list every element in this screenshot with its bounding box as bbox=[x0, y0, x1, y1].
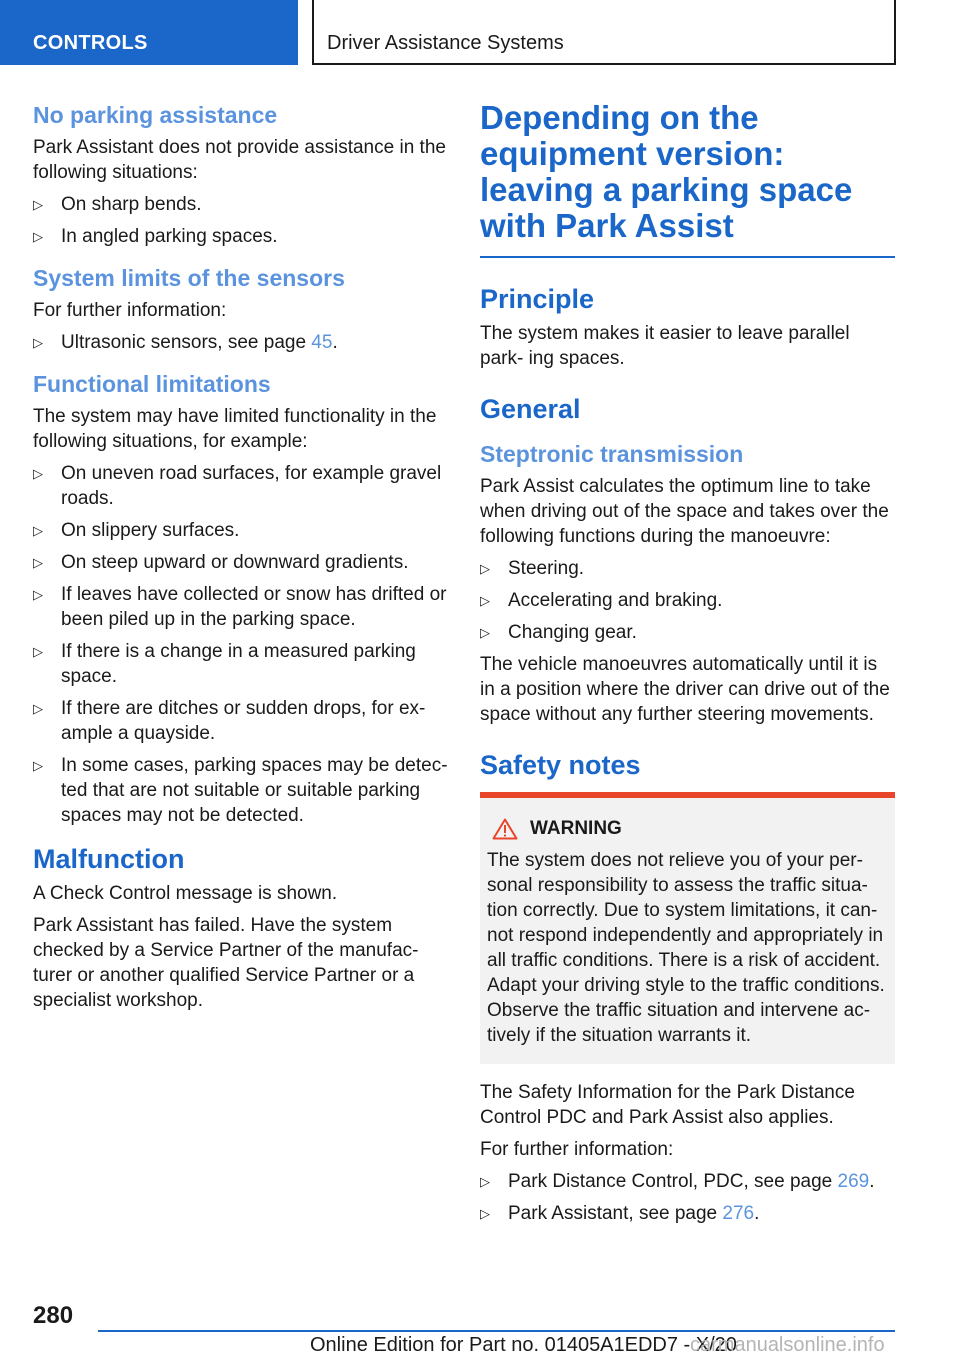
section-tab: CONTROLS bbox=[0, 0, 298, 65]
list-item: ▷ Park Distance Control, PDC, see page 269. bbox=[480, 1171, 875, 1192]
warning-box bbox=[480, 792, 895, 1064]
list-item: ▷ On steep upward or downward gradients. bbox=[33, 552, 409, 573]
malfunction-p2: Park Assistant has failed. Have the system checked by a Service Partner of the manufac‐ turer or another qualified Service Partner or a specialist workshop. bbox=[33, 915, 419, 1011]
functional-intro: The system may have limited functionality in the following situations, for example: bbox=[33, 406, 437, 452]
list-item: ▷ Park Assistant, see page 276. bbox=[480, 1203, 760, 1224]
list-item: ▷ If leaves have collected or snow has drifted or been piled up in the parking space. bbox=[33, 584, 447, 630]
heading-no-parking-assistance: No parking assistance bbox=[33, 102, 278, 128]
watermark-text: carmanualsonline.info bbox=[690, 1334, 885, 1356]
left-column bbox=[33, 100, 448, 1020]
no-assist-intro: Park Assistant does not provide assistance in the following situations: bbox=[33, 137, 446, 183]
page-number: 280 bbox=[33, 1302, 74, 1329]
list-item: ▷ On slippery surfaces. bbox=[33, 520, 240, 541]
triangle-bullet-icon: ▷ bbox=[33, 523, 43, 538]
sensor-limits-list bbox=[33, 330, 448, 355]
triangle-bullet-icon: ▷ bbox=[33, 466, 43, 481]
triangle-bullet-icon: ▷ bbox=[480, 1174, 490, 1189]
list-item: ▷ If there is a change in a measured parking space. bbox=[33, 641, 416, 687]
triangle-bullet-icon: ▷ bbox=[33, 229, 43, 244]
warning-triangle-icon bbox=[492, 818, 518, 840]
triangle-bullet-icon: ▷ bbox=[33, 335, 43, 350]
heading-safety-notes: Safety notes bbox=[480, 750, 641, 780]
safety-further: For further information: bbox=[480, 1139, 674, 1160]
triangle-bullet-icon: ▷ bbox=[33, 758, 43, 773]
list-item: ▷ Ultrasonic sensors, see page 45. bbox=[33, 332, 338, 353]
list-item: ▷ On uneven road surfaces, for example gravel roads. bbox=[33, 463, 442, 509]
triangle-bullet-icon: ▷ bbox=[33, 197, 43, 212]
triangle-bullet-icon: ▷ bbox=[33, 644, 43, 659]
warning-label: WARNING bbox=[530, 818, 622, 839]
triangle-bullet-icon: ▷ bbox=[480, 1206, 490, 1221]
list-item: ▷ In some cases, parking spaces may be detec‐ ted that are not suitable or suitable parking spaces may not be detected. bbox=[33, 755, 448, 826]
heading-general: General bbox=[480, 394, 581, 424]
functional-list bbox=[33, 461, 448, 828]
general-outro: The vehicle manoeuvres automatically until it is in a position where the driver can drive out of the space without any further steering movements. bbox=[480, 654, 890, 725]
heading-malfunction: Malfunction bbox=[33, 844, 185, 874]
sensor-limits-intro: For further information: bbox=[33, 300, 227, 321]
warning-text: The system does not relieve you of your per‐ sonal responsibility to assess the traffic situa‐ tion correctly. Due to system limitations, it can‐ not respond independently and appropriately in all traffic conditions. There is a risk of accident. Adapt your driving style to the traffic conditions. Observe the traffic situation and intervene ac‐ tively if the situation warrants it. bbox=[487, 850, 885, 1046]
footer-rule bbox=[98, 1330, 895, 1332]
list-item: ▷ If there are ditches or sudden drops, for ex‐ ample a quayside. bbox=[33, 698, 426, 744]
no-assist-list bbox=[33, 192, 448, 249]
malfunction-p1: A Check Control message is shown. bbox=[33, 883, 338, 904]
right-column bbox=[480, 100, 895, 1240]
page-link-276[interactable]: 276 bbox=[722, 1203, 755, 1224]
safety-after: The Safety Information for the Park Distance Control PDC and Park Assist also applies. bbox=[480, 1082, 855, 1128]
warning-title bbox=[487, 816, 887, 842]
triangle-bullet-icon: ▷ bbox=[33, 555, 43, 570]
page-link-45[interactable]: 45 bbox=[311, 332, 333, 353]
triangle-bullet-icon: ▷ bbox=[33, 587, 43, 602]
heading-sensor-limits: System limits of the sensors bbox=[33, 265, 345, 291]
list-item: ▷ Changing gear. bbox=[480, 622, 637, 643]
list-item: ▷ In angled parking spaces. bbox=[33, 226, 278, 247]
list-item: ▷ Accelerating and braking. bbox=[480, 590, 723, 611]
heading-functional-limitations: Functional limitations bbox=[33, 371, 271, 397]
safety-refs-list bbox=[480, 1169, 895, 1226]
page-title: Depending on the equipment version: leaving a parking space with Park Assist bbox=[480, 99, 853, 244]
edition-text: Online Edition for Part no. 01405A1EDD7 - X/20 bbox=[310, 1334, 737, 1356]
triangle-bullet-icon: ▷ bbox=[480, 593, 490, 608]
list-item: ▷ Steering. bbox=[480, 558, 585, 579]
heading-principle: Principle bbox=[480, 284, 595, 314]
title-block bbox=[480, 100, 895, 258]
list-item: ▷ On sharp bends. bbox=[33, 194, 202, 215]
principle-text: The system makes it easier to leave parallel park‐ ing spaces. bbox=[480, 323, 850, 369]
page-link-269[interactable]: 269 bbox=[837, 1171, 870, 1192]
heading-steptronic: Steptronic transmission bbox=[480, 441, 744, 467]
general-intro: Park Assist calculates the optimum line to take when driving out of the space and takes over the following functions during the manoeuvre: bbox=[480, 476, 889, 547]
triangle-bullet-icon: ▷ bbox=[480, 561, 490, 576]
general-list bbox=[480, 556, 895, 645]
chapter-title: Driver Assistance Systems bbox=[312, 0, 896, 65]
triangle-bullet-icon: ▷ bbox=[33, 701, 43, 716]
triangle-bullet-icon: ▷ bbox=[480, 625, 490, 640]
